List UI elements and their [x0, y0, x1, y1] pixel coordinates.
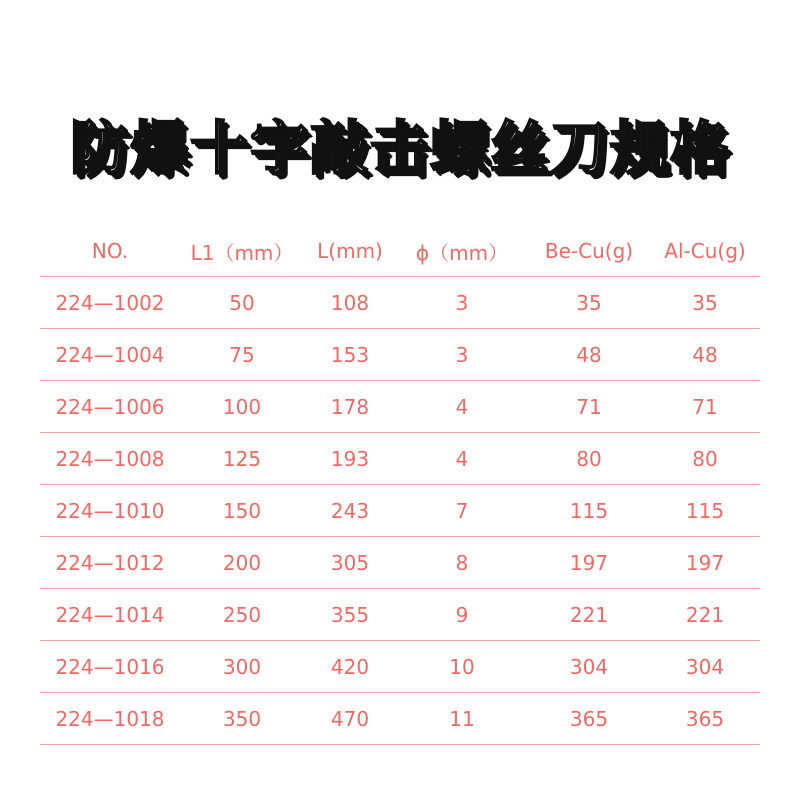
table-cell-al-cu: 365 [685, 707, 725, 731]
table-cell-be-cu: 304 [569, 655, 609, 679]
table-cell-al-cu: 197 [685, 551, 725, 575]
table-cell-be-cu: 197 [569, 551, 609, 575]
table-cell-al-cu: 221 [685, 603, 725, 627]
table-cell-l: 355 [330, 603, 370, 627]
table-cell-l: 243 [330, 499, 370, 523]
table-row [40, 694, 760, 745]
table-cell-be-cu: 35 [576, 291, 602, 315]
header-cell-l1: L1（mm） [190, 240, 294, 265]
table-cell-l: 470 [330, 707, 370, 731]
table-row [40, 434, 760, 485]
table-cell-al-cu: 304 [685, 655, 725, 679]
table-cell-l: 305 [330, 551, 370, 575]
table-cell-l: 153 [330, 343, 370, 367]
table-cell-diameter: 10 [449, 655, 475, 679]
table-cell-l1: 125 [222, 447, 262, 471]
table-cell-no: 224—1014 [55, 603, 165, 627]
table-cell-no: 224—1002 [55, 291, 165, 315]
spec-table [40, 226, 760, 745]
table-cell-diameter: 4 [455, 395, 469, 419]
table-cell-be-cu: 365 [569, 707, 609, 731]
table-row [40, 590, 760, 641]
table-cell-l1: 300 [222, 655, 262, 679]
table-row [40, 538, 760, 589]
table-cell-al-cu: 35 [692, 291, 718, 315]
table-cell-l1: 150 [222, 499, 262, 523]
table-cell-be-cu: 48 [576, 343, 602, 367]
table-cell-no: 224—1010 [55, 499, 165, 523]
table-cell-al-cu: 115 [685, 499, 725, 523]
table-row [40, 278, 760, 329]
header-cell-diameter: ϕ（mm） [415, 240, 509, 265]
table-cell-diameter: 8 [455, 551, 469, 575]
table-cell-diameter: 11 [449, 707, 475, 731]
table-cell-al-cu: 48 [692, 343, 718, 367]
table-cell-be-cu: 221 [569, 603, 609, 627]
table-cell-l: 193 [330, 447, 370, 471]
table-cell-l: 420 [330, 655, 370, 679]
table-row [40, 642, 760, 693]
table-cell-al-cu: 80 [692, 447, 718, 471]
table-cell-l1: 75 [229, 343, 255, 367]
table-row [40, 382, 760, 433]
table-cell-l: 108 [330, 291, 370, 315]
table-cell-l1: 250 [222, 603, 262, 627]
table-row [40, 486, 760, 537]
table-cell-no: 224—1004 [55, 343, 165, 367]
table-cell-no: 224—1008 [55, 447, 165, 471]
table-cell-diameter: 4 [455, 447, 469, 471]
table-cell-l1: 50 [229, 291, 255, 315]
table-cell-be-cu: 80 [576, 447, 602, 471]
table-cell-al-cu: 71 [692, 395, 718, 419]
header-cell-al-cu: Al-Cu(g) [664, 239, 746, 263]
table-cell-diameter: 3 [455, 343, 469, 367]
table-cell-no: 224—1018 [55, 707, 165, 731]
table-cell-no: 224—1006 [55, 395, 165, 419]
table-cell-diameter: 9 [455, 603, 469, 627]
table-cell-diameter: 7 [455, 499, 469, 523]
header-cell-no: NO. [91, 239, 129, 263]
table-cell-diameter: 3 [455, 291, 469, 315]
table-cell-l1: 200 [222, 551, 262, 575]
table-cell-l1: 350 [222, 707, 262, 731]
table-cell-be-cu: 115 [569, 499, 609, 523]
table-cell-be-cu: 71 [576, 395, 602, 419]
header-cell-be-cu: Be-Cu(g) [544, 239, 634, 263]
table-cell-l1: 100 [222, 395, 262, 419]
table-cell-l: 178 [330, 395, 370, 419]
table-cell-no: 224—1012 [55, 551, 165, 575]
header-cell-l: L(mm) [317, 239, 383, 263]
table-cell-no: 224—1016 [55, 655, 165, 679]
page-title: 防爆十字敲击螺丝刀规格 [69, 114, 730, 182]
table-header-row [40, 226, 760, 277]
table-row [40, 330, 760, 381]
